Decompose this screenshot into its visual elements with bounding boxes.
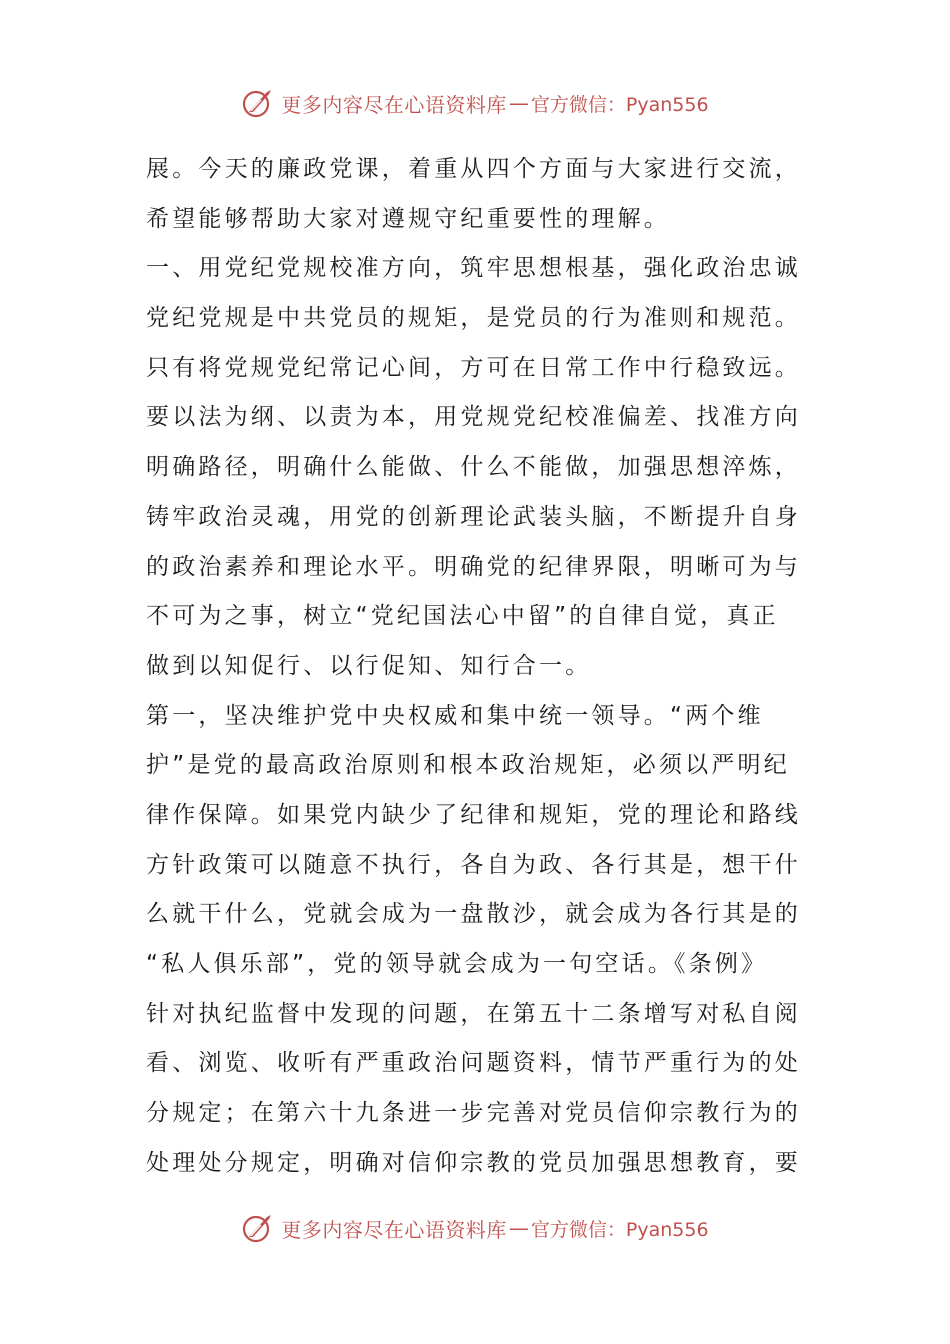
footer-contact-text: 官方微信：Pyan556 — [530, 1218, 709, 1241]
text-line: 铸牢政治灵魂，用党的创新理论武装头脑，不断提升自身 — [146, 503, 801, 530]
header-contact-text: 官方微信：Pyan556 — [530, 93, 709, 116]
header-dash: — — [508, 91, 529, 115]
text-line: 律作保障。如果党内缺少了纪律和规矩，党的理论和路线 — [146, 801, 801, 828]
text-line: 党纪党规是中共党员的规矩，是党员的行为准则和规范。 — [146, 305, 801, 332]
text-line: 护”是党的最高政治原则和根本政治规矩，必须以严明纪 — [146, 752, 790, 779]
footer-watermark-banner — [0, 1208, 950, 1248]
text-line: 做到以知促行、以行促知、知行合一。 — [146, 652, 592, 679]
quill-pen-circle-icon — [241, 85, 277, 121]
text-line: 分规定；在第六十九条进一步完善对党员信仰宗教行为的 — [146, 1100, 801, 1127]
text-line: 处理处分规定，明确对信仰宗教的党员加强思想教育，要 — [146, 1149, 801, 1176]
footer-brand-text: 更多内容尽在心语资料库 — [281, 1217, 507, 1242]
quill-pen-circle-icon — [241, 1210, 277, 1246]
text-line: 只有将党规党纪常记心间，方可在日常工作中行稳致远。 — [146, 354, 801, 381]
footer-dash: — — [508, 1216, 529, 1240]
header-watermark-banner — [0, 83, 950, 123]
text-line: 针对执纪监督中发现的问题，在第五十二条增写对私自阅 — [146, 1000, 801, 1027]
text-line: 么就干什么，党就会成为一盘散沙，就会成为各行其是的 — [146, 901, 801, 928]
section-heading: 一、用党纪党规校准方向，筑牢思想根基，强化政治忠诚 — [146, 255, 801, 282]
text-line: 不可为之事，树立“党纪国法心中留”的自律自觉，真正 — [146, 603, 779, 630]
text-line: 明确路径，明确什么能做、什么不能做，加强思想淬炼， — [146, 454, 801, 481]
text-line: 展。今天的廉政党课，着重从四个方面与大家进行交流， — [146, 156, 801, 182]
text-line: 看、浏览、收听有严重政治问题资料，情节严重行为的处 — [146, 1050, 801, 1077]
document-body — [146, 145, 810, 1188]
header-brand-text: 更多内容尽在心语资料库 — [281, 92, 507, 117]
text-line: 的政治素养和理论水平。明确党的纪律界限，明晰可为与 — [146, 553, 801, 580]
text-line: 要以法为纲、以责为本，用党规党纪校准偏差、找准方向 — [146, 404, 801, 431]
text-line: 希望能够帮助大家对遵规守纪重要性的理解。 — [146, 205, 670, 232]
text-line: 第一，坚决维护党中央权威和集中统一领导。“两个维 — [146, 702, 764, 729]
text-line: “私人俱乐部”，党的领导就会成为一句空话。《条例》 — [146, 951, 768, 977]
text-line: 方针政策可以随意不执行，各自为政、各行其是，想干什 — [146, 851, 801, 878]
